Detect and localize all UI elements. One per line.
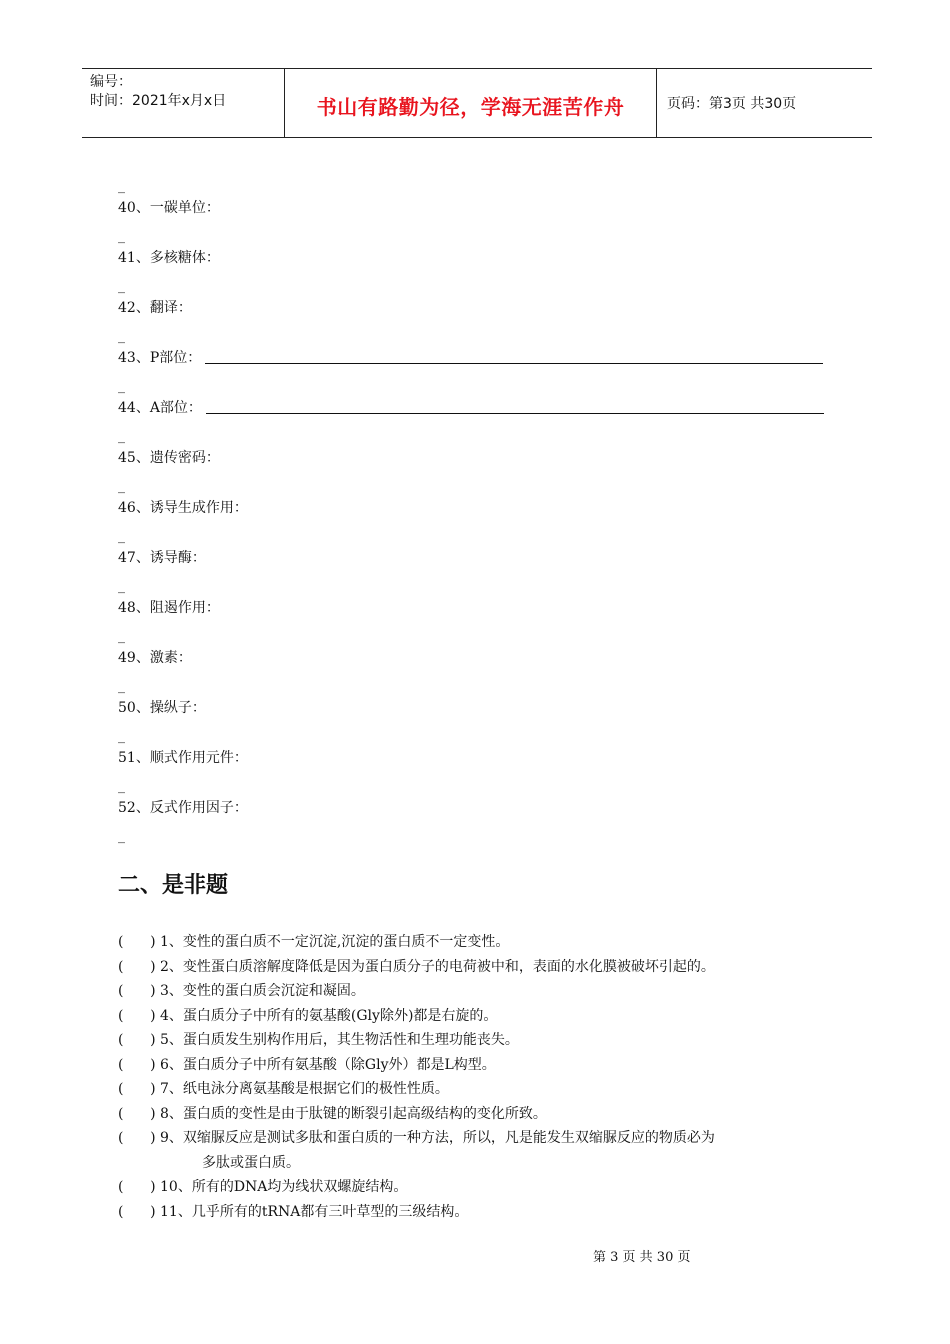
answer-paren[interactable]: ( ) — [118, 983, 156, 999]
motto: 书山有路勤为径，学海无涯苦作舟 — [316, 94, 625, 119]
dash-mark: _ — [118, 278, 125, 294]
term-42 — [118, 294, 838, 322]
term-50 — [118, 694, 838, 722]
question-text: 7、纸电泳分离氨基酸是根据它们的极性性质。 — [160, 1081, 449, 1097]
question-text: 10、所有的DNA均为线状双螺旋结构。 — [160, 1179, 408, 1195]
term-43 — [118, 344, 838, 372]
dash-mark: _ — [118, 828, 125, 844]
dash-mark: _ — [118, 328, 125, 344]
dash-mark: _ — [118, 528, 125, 544]
dash-mark: _ — [118, 728, 125, 744]
dash-mark: _ — [118, 778, 125, 794]
question-text: 3、变性的蛋白质会沉淀和凝固。 — [160, 983, 365, 999]
term-49 — [118, 644, 838, 672]
term-52 — [118, 794, 838, 822]
question-item — [118, 1200, 848, 1225]
term-label: 41、多核糖体： — [118, 250, 220, 266]
dash-mark: _ — [118, 228, 125, 244]
term-label: 40、一碳单位： — [118, 200, 220, 216]
question-text: 4、蛋白质分子中所有的氨基酸(Gly除外)都是右旋的。 — [160, 1007, 498, 1024]
true-false-questions — [118, 930, 848, 1224]
question-item — [118, 1175, 848, 1200]
answer-paren[interactable]: ( ) — [118, 958, 156, 975]
term-label: 43、P部位： — [118, 350, 202, 366]
question-item — [118, 930, 848, 955]
question-text: 1、变性的蛋白质不一定沉淀,沉淀的蛋白质不一定变性。 — [160, 934, 510, 950]
dash-mark: _ — [118, 178, 125, 194]
answer-blank-line[interactable] — [205, 363, 823, 364]
term-41 — [118, 244, 838, 272]
answer-paren[interactable]: ( ) — [118, 1130, 156, 1146]
question-item — [118, 1028, 848, 1053]
term-47 — [118, 544, 838, 572]
answer-paren[interactable]: ( ) — [118, 1056, 156, 1073]
section-title: 二、是非题 — [118, 873, 229, 898]
question-text: 5、蛋白质发生别构作用后，其生物活性和生理功能丧失。 — [160, 1032, 519, 1048]
answer-paren[interactable]: ( ) — [118, 1203, 156, 1220]
term-label: 48、阻遏作用： — [118, 600, 220, 616]
answer-paren[interactable]: ( ) — [118, 1032, 156, 1048]
question-continuation — [118, 1151, 848, 1176]
term-label: 44、A部位： — [118, 400, 202, 416]
term-46 — [118, 494, 838, 522]
term-label: 52、反式作用因子： — [118, 800, 248, 816]
header-motto-cell — [284, 69, 657, 137]
glossary-terms — [118, 172, 838, 844]
question-item — [118, 1077, 848, 1102]
question-text: 2、变性蛋白质溶解度降低是因为蛋白质分子的电荷被中和，表面的水化膜被破坏引起的。 — [160, 958, 715, 975]
number-label: 编号： — [90, 74, 132, 90]
term-label: 42、翻译： — [118, 300, 192, 316]
question-item — [118, 979, 848, 1004]
dash-mark: _ — [118, 678, 125, 694]
term-label: 47、诱导酶： — [118, 550, 206, 566]
answer-paren[interactable]: ( ) — [118, 1179, 156, 1195]
dash-mark: _ — [118, 378, 125, 394]
question-text: 多肽或蛋白质。 — [202, 1154, 300, 1171]
question-item — [118, 1053, 848, 1078]
term-label: 51、顺式作用元件： — [118, 750, 248, 766]
question-item — [118, 1102, 848, 1127]
header-meta — [82, 69, 284, 137]
answer-blank-line[interactable] — [206, 413, 824, 414]
question-item — [118, 955, 848, 980]
term-45 — [118, 444, 838, 472]
page-footer: 第 3 页 共 30 页 — [593, 1250, 691, 1265]
question-item — [118, 1126, 848, 1151]
question-text: 6、蛋白质分子中所有氨基酸（除Gly外）都是L构型。 — [160, 1056, 496, 1073]
answer-paren[interactable]: ( ) — [118, 934, 156, 950]
dash-mark: _ — [118, 628, 125, 644]
answer-paren[interactable]: ( ) — [118, 1081, 156, 1097]
dash-mark: _ — [118, 478, 125, 494]
question-text: 9、双缩脲反应是测试多肽和蛋白质的一种方法，所以，凡是能发生双缩脲反应的物质必为 — [160, 1130, 715, 1146]
term-label: 50、操纵子： — [118, 700, 206, 716]
question-text: 11、几乎所有的tRNA都有三叶草型的三级结构。 — [160, 1203, 469, 1220]
header-page-info — [657, 69, 872, 137]
dash-mark: _ — [118, 428, 125, 444]
term-label: 45、遗传密码： — [118, 450, 220, 466]
answer-paren[interactable]: ( ) — [118, 1105, 156, 1122]
page-header — [82, 68, 872, 138]
page-info: 页码：第3页 共30页 — [667, 96, 797, 112]
question-item — [118, 1004, 848, 1029]
term-44 — [118, 394, 838, 422]
question-text: 8、蛋白质的变性是由于肽键的断裂引起高级结构的变化所致。 — [160, 1105, 547, 1122]
time-label: 时间：2021年x月x日 — [90, 93, 227, 109]
term-label: 46、诱导生成作用： — [118, 500, 248, 516]
term-label: 49、激素： — [118, 650, 192, 666]
indent-spacer — [160, 1151, 202, 1176]
term-48 — [118, 594, 838, 622]
term-51 — [118, 744, 838, 772]
answer-paren[interactable]: ( ) — [118, 1007, 156, 1024]
dash-mark: _ — [118, 578, 125, 594]
term-40 — [118, 194, 838, 222]
